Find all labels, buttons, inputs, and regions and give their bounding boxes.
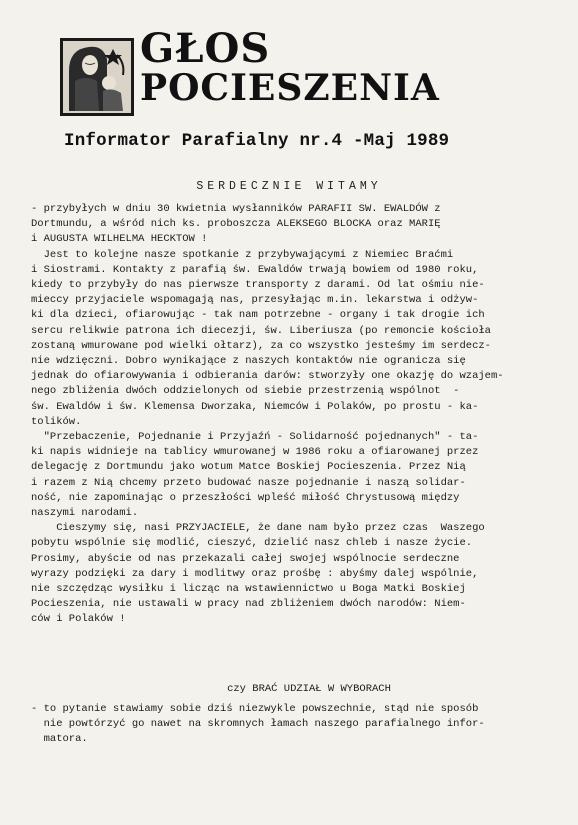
text-line: Prosimy, abyście od nas przekazali całej swojej wspólnocie serdeczne <box>31 552 460 565</box>
text-line: i Siostrami. Kontakty z parafią św. Ewaldów trwają bowiem od 1980 roku, <box>31 263 479 276</box>
text-line: pobytu wspólnie się modlić, cieszyć, dzielić nasz chleb i nasze życie. <box>31 537 473 550</box>
newspaper-masthead <box>140 25 440 109</box>
text-line: ki napis widnieje na tablicy wmurowanej w 1986 roku a ofiarowanej przez <box>31 446 479 459</box>
article-body <box>31 202 551 628</box>
text-line: ców i Polaków ! <box>31 613 126 626</box>
text-line: wyrazy podzięki za dary i modlitwy oraz prośbę : abyśmy dalej wspólnie, <box>31 567 479 580</box>
masthead-title-line1: GŁOS <box>140 25 271 72</box>
text-line: - to pytanie stawiamy sobie dziś niezwykle powszechnie, stąd nie sposób <box>31 703 479 715</box>
text-line: tolików. <box>31 415 82 428</box>
text-line: ki dla dzieci, ofiarowując - tak nam potrzebne - organy i tak drogie ich <box>31 309 485 322</box>
text-line: delegację z Dortmundu jako wotum Matce Boskiej Pocieszenia. Przez Nią <box>31 461 466 474</box>
text-line: - przybyłych w dniu 30 kwietnia wysłanników PARAFII SW. EWALDÓW z <box>31 203 441 215</box>
text-line: Cieszymy się, nasi PRZYJACIELE, że dane nam było przez czas Waszego <box>31 522 485 535</box>
section2-body <box>31 702 551 748</box>
madonna-and-child-icon <box>60 38 134 116</box>
text-line: naszymi narodami. <box>31 507 139 520</box>
text-line: nego zbliżenia dwóch oddzielonych od siebie przestrzenią wspólnot - <box>31 385 460 398</box>
text-line: kiedy to przybyły do nas pierwsze transporty z darami. Od lat ośmiu nie- <box>31 279 485 292</box>
text-line: Jest to kolejne nasze spotkanie z przybywającymi z Niemiec Braćmi <box>31 248 454 261</box>
masthead-title-line2: POCIESZENIA <box>140 67 440 109</box>
text-line: mieccy przyjaciele wspomagają nas, przesyłając m.in. lekarstwa i odżyw- <box>31 294 479 307</box>
text-line: "Przebaczenie, Pojednanie i Przyjaźń - Solidarność pojednanych" - ta- <box>31 431 479 444</box>
text-line: matora. <box>31 733 88 746</box>
greeting-heading: SERDECZNIE WITAMY <box>196 180 382 193</box>
text-line: nie wdzięczni. Dobro wynikające z naszych kontaktów nie ogranicza się <box>31 355 466 368</box>
text-line: Pocieszenia, nie ustawali w pracy nad zbliżeniem dwóch narodów: Niem- <box>31 598 466 611</box>
text-line: sercu relikwie patrona ich diecezji, św. Liberiusza (po remoncie kościoła <box>31 324 491 337</box>
text-line: i razem z Nią chcemy przeto budować nasze pojednanie i naszą solidar- <box>31 476 466 489</box>
text-line: zostaną wmurowane pod wielki ołtarz), za co wszystko jesteśmy im serdecz- <box>31 339 491 352</box>
text-line: i AUGUSTA WILHELMA HECKTOW ! <box>31 233 208 246</box>
text-line: jednak do ofiarowywania i odbierania darów: stworzyły one okazję do wzajem- <box>31 370 504 383</box>
section2-heading: czy BRAĆ UDZIAŁ W WYBORACH <box>227 683 391 695</box>
text-line: św. Ewaldów i św. Klemensa Dworzaka, Niemców i Polaków, po prostu - ka- <box>31 400 479 413</box>
text-line: nie powtórzyć go nawet na skromnych łamach naszego parafialnego infor- <box>31 718 485 731</box>
issue-subtitle: Informator Parafialny nr.4 -Maj 1989 <box>64 131 450 151</box>
text-line: Dortmundu, a wśród nich ks. proboszcza ALEKSEGO BLOCKA oraz MARIĘ <box>31 218 441 231</box>
text-line: nie szczędząc wysiłku i licząc na wstawiennictwo u Boga Matki Boskiej <box>31 583 466 596</box>
text-line: ność, nie zapominając o przeszłości wpleść miłość Chrystusową między <box>31 491 460 504</box>
